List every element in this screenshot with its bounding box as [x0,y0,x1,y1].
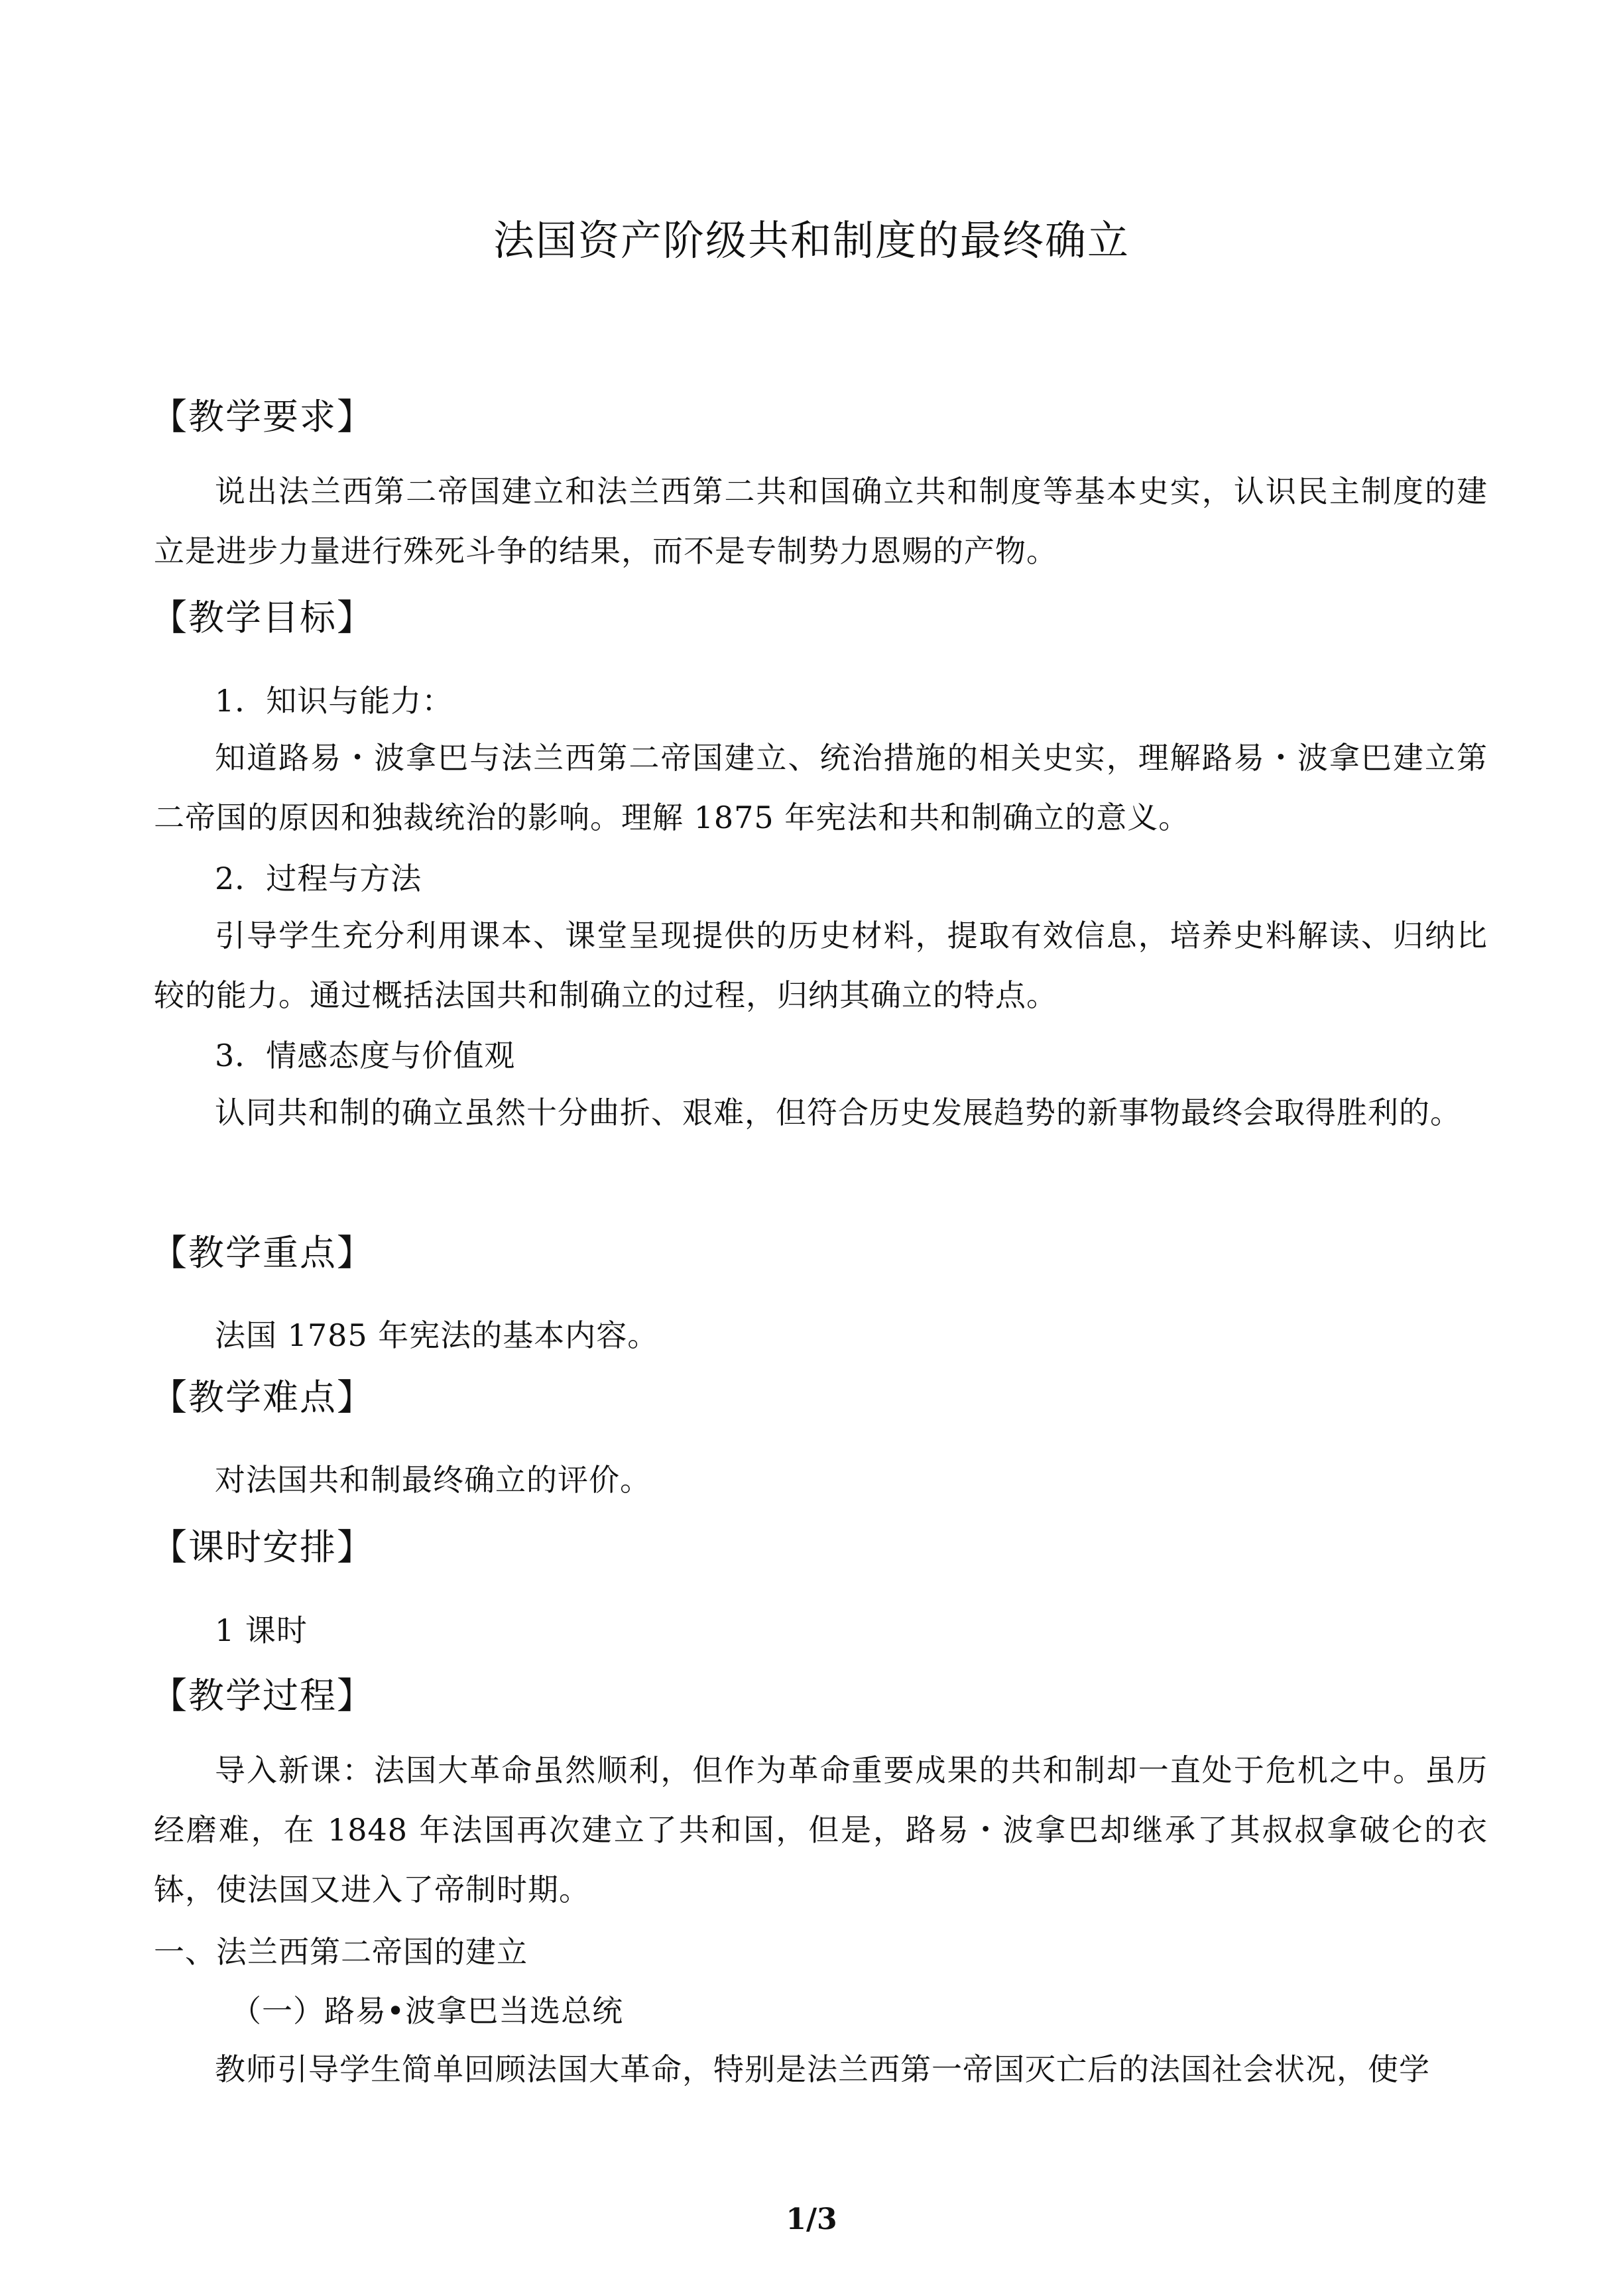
heading-requirements: 【教学要求】 [151,396,374,438]
process-sub-1-title: （一）路易•波拿巴当选总统 [231,1993,624,2029]
page-number: 1/3 [786,2203,837,2236]
objective-2-text: 引导学生充分利用课本、课堂呈现提供的历史材料，提取有效信息，培养史料解读、归纳比较的能力。通过概括法国共和制确立的过程，归纳其确立的特点。 [154,918,1488,1013]
page-title: 法国资产阶级共和制度的最终确立 [493,216,1130,265]
heading-key-points: 【教学重点】 [151,1232,374,1274]
process-intro: 导入新课：法国大革命虽然顺利，但作为革命重要成果的共和制却一直处于危机之中。虽历经磨难，在 1848 年法国再次建立了共和国，但是，路易・波拿巴却继承了其叔叔拿破仑的衣钵，使法国又进入了帝制时期。 [154,1752,1488,1907]
objective-3-text: 认同共和制的确立虽然十分曲折、艰难，但符合历史发展趋势的新事物最终会取得胜利的。 [215,1095,1461,1130]
heading-process: 【教学过程】 [151,1675,374,1717]
heading-difficulties: 【教学难点】 [151,1376,374,1418]
difficulties-text: 对法国共和制最终确立的评价。 [215,1462,651,1498]
key-points-text: 法国 1785 年宪法的基本内容。 [215,1317,659,1353]
heading-objectives: 【教学目标】 [151,597,374,638]
process-sub-1-text: 教师引导学生简单回顾法国大革命，特别是法兰西第一帝国灭亡后的法国社会状况，使学 [215,2051,1430,2087]
objective-3-title: 3．情感态度与价值观 [215,1038,516,1073]
objective-1-text: 知道路易・波拿巴与法兰西第二帝国建立、统治措施的相关史实，理解路易・波拿巴建立第二帝国的原因和独裁统治的影响。理解 1875 年宪法和共和制确立的意义。 [154,740,1488,835]
process-part-1-title: 一、法兰西第二帝国的建立 [154,1934,528,1970]
objective-2-title: 2．过程与方法 [215,861,422,896]
paragraph-requirements: 说出法兰西第二帝国建立和法兰西第二共和国确立共和制度等基本史实，认识民主制度的建立是进步力量进行殊死斗争的结果，而不是专制势力恩赐的产物。 [154,473,1488,569]
heading-schedule: 【课时安排】 [151,1526,374,1568]
schedule-text: 1 课时 [215,1612,308,1648]
objective-1-title: 1．知识与能力： [215,683,453,719]
